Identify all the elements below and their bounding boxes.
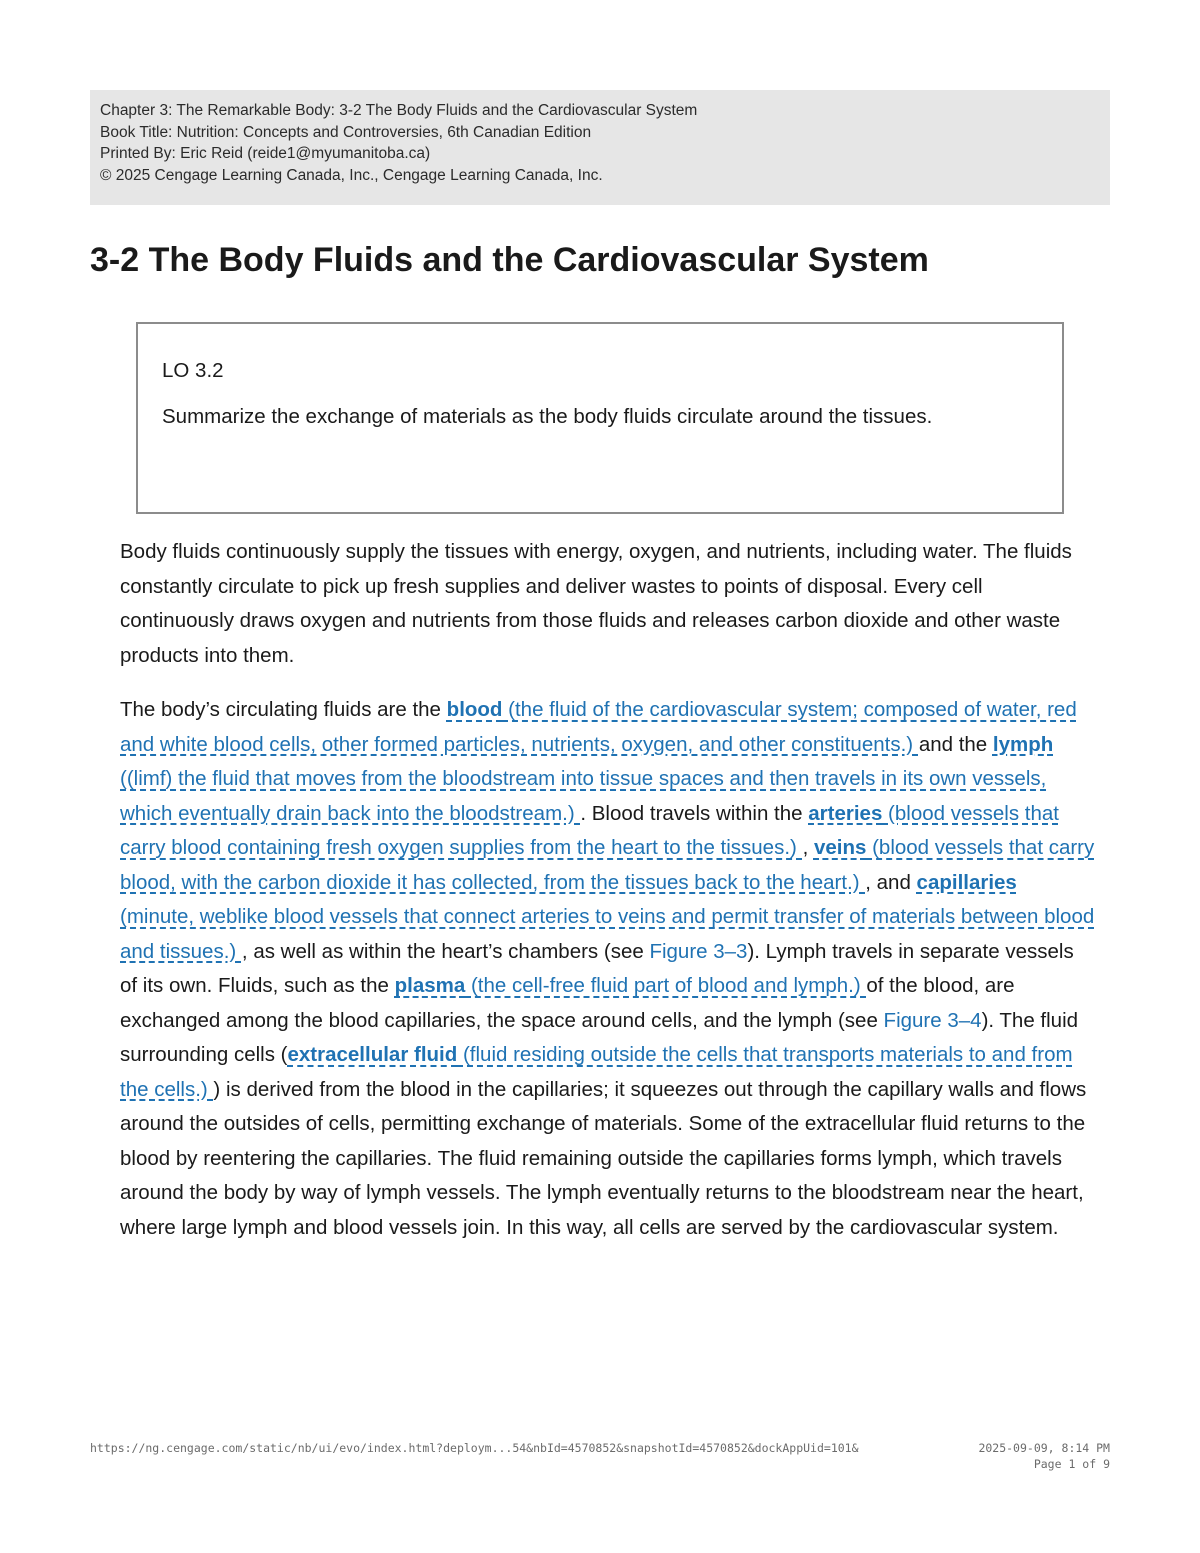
- term-extracellular-fluid: extracellular fluid: [287, 1043, 458, 1066]
- term-plasma: plasma: [394, 974, 466, 997]
- definition-extracellular-fluid: (fluid residing outside the cells that transports materials to and from the cells.): [120, 1043, 1073, 1101]
- term-blood: blood: [446, 698, 503, 721]
- glossary-link-plasma[interactable]: [395, 974, 867, 997]
- paragraph-2: [120, 693, 1095, 1245]
- page-number: Page 1 of 9: [1033, 1457, 1110, 1471]
- book-title-line: Book Title: Nutrition: Concepts and Controversies, 6th Canadian Edition: [100, 123, 592, 141]
- term-lymph: lymph: [992, 732, 1054, 756]
- copyright-line: © 2025 Cengage Learning Canada, Inc., Cengage Learning Canada, Inc.: [100, 166, 603, 184]
- body-text: [120, 535, 1095, 1265]
- learning-objective-code: LO 3.2: [162, 359, 224, 382]
- chapter-line: Chapter 3: The Remarkable Body: 3-2 The Body Fluids and the Cardiovascular System: [100, 102, 698, 119]
- footer-datetime: 2025-09-09, 8:14 PM: [978, 1441, 1110, 1455]
- paragraph-1: Body fluids continuously supply the tissues with energy, oxygen, and nutrients, including water. The fluids constantly circulate to pick up fresh supplies and deliver wastes to points of disposal. Every cell continuously draws oxygen and nutrients from those fluids and releases carbon dioxide and other waste products into them.: [120, 540, 1072, 667]
- learning-objective-box: [136, 322, 1064, 514]
- definition-capillaries: (minute, weblike blood vessels that connect arteries to veins and permit transfer of materials between blood and tissues.): [120, 905, 1095, 963]
- text-segment: The body’s circulating fluids are the: [120, 698, 447, 721]
- footer-url: https://ng.cengage.com/static/nb/ui/evo/index.html?deploym...54&nbId=4570852&snapshotId=4570852&dockAppUid=101&: [90, 1441, 859, 1455]
- print-header-box: [90, 90, 1110, 205]
- text-segment: ) is derived from the blood in the capillaries; it squeezes out through the capillary walls and flows around the outsides of cells, permitting exchange of materials. Some of the extracellular fluid returns to the blood by reentering the capillaries. The fluid remaining outside the capillaries forms lymph, which travels around the body by way of lymph vessels. The lymph eventually returns to the bloodstream near the heart, where large lymph and blood vessels join. In this way, all cells are served by the cardiovascular system.: [120, 1077, 1087, 1239]
- text-segment: ,: [802, 836, 814, 859]
- definition-lymph: ((limf) the fluid that moves from the bloodstream into tissue spaces and then travels in its own vessels, which eventually drain back into the bloodstream.): [120, 767, 1047, 825]
- learning-objective-text: Summarize the exchange of materials as the body fluids circulate around the tissues.: [162, 405, 933, 428]
- text-segment: and the: [918, 732, 993, 756]
- figure-link-3-3[interactable]: Figure 3–3: [649, 939, 748, 963]
- term-arteries: arteries: [808, 801, 883, 825]
- definition-blood: (the fluid of the cardiovascular system; composed of water, red and white blood cells, other formed particles, nutrients, oxygen, and other constituents.): [120, 698, 1077, 756]
- text-segment: , and: [865, 870, 917, 894]
- text-segment: , as well as within the heart’s chambers (see: [241, 939, 650, 963]
- printed-by-line: Printed By: Eric Reid (reide1@myumanitoba.ca): [100, 145, 431, 162]
- figure-link-3-4[interactable]: Figure 3–4: [883, 1008, 982, 1032]
- text-segment: ). The fluid surrounding cells (: [120, 1008, 1079, 1066]
- page-title: 3-2 The Body Fluids and the Cardiovascular System: [90, 241, 929, 279]
- definition-veins: (blood vessels that carry blood, with the carbon dioxide it has collected, from the tissues back to the heart.): [120, 836, 1095, 894]
- text-segment: ). Lymph travels in separate vessels of its own. Fluids, such as the: [120, 939, 1074, 997]
- text-segment: of the blood, are exchanged among the blood capillaries, the space around cells, and the lymph (see: [120, 974, 1015, 1032]
- text-segment: . Blood travels within the: [580, 801, 809, 825]
- term-capillaries: capillaries: [916, 870, 1017, 894]
- definition-plasma: (the cell-free fluid part of blood and lymph.): [465, 974, 867, 997]
- definition-arteries: (blood vessels that carry blood containing fresh oxygen supplies from the heart to the tissues.): [120, 801, 1059, 859]
- term-veins: veins: [813, 836, 867, 859]
